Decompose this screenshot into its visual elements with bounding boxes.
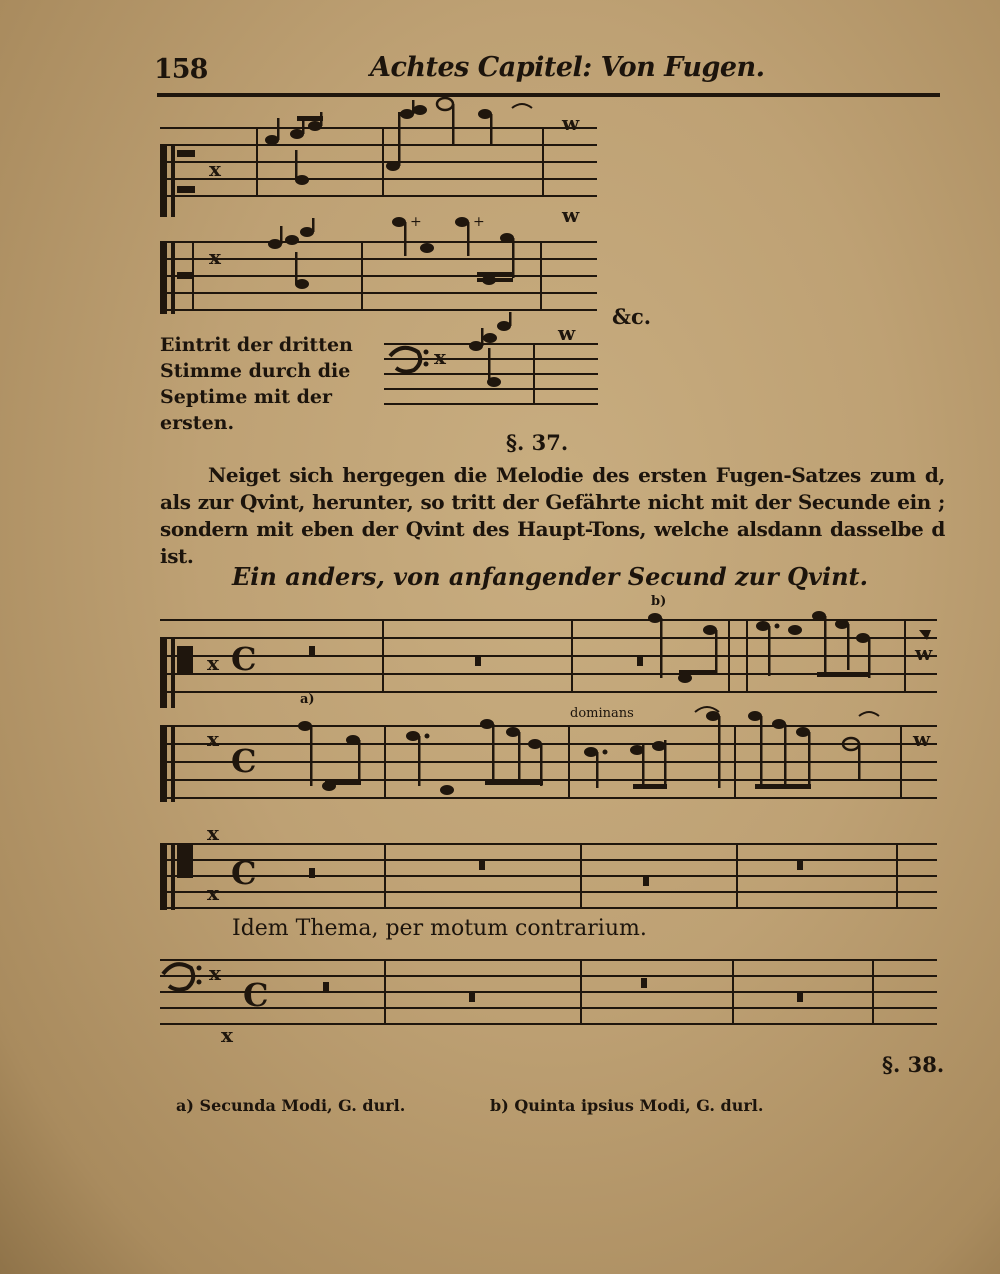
page-number: 158 <box>154 54 208 85</box>
svg-text:w: w <box>558 321 576 345</box>
footnote-b: b) Quinta ipsius Modi, G. durl. <box>490 1096 764 1115</box>
entry-caption: Eintrit der dritten Stimme durch die Septime mit der ersten. <box>160 334 353 434</box>
staff-notation-5 <box>157 710 947 820</box>
svg-text:C: C <box>231 640 257 678</box>
etcetera-mark: &c. <box>612 304 652 329</box>
mark-b: b) <box>651 594 667 609</box>
section-number: §. 37. <box>506 430 569 455</box>
staff-notation-4 <box>157 600 947 720</box>
example-heading: Ein anders, von anfangender Secund zur Qvint. <box>232 562 868 591</box>
svg-text:C: C <box>243 976 269 1014</box>
svg-text:w: w <box>562 111 580 135</box>
dominans-label: dominans <box>570 706 634 721</box>
music-staff-6 <box>157 821 947 920</box>
svg-text:+: + <box>473 214 485 230</box>
music-staff-1 <box>157 100 607 220</box>
section-paragraph <box>160 462 945 570</box>
svg-text:x: x <box>207 727 219 751</box>
idem-thema-caption: Idem Thema, per motum contrarium. <box>232 916 647 941</box>
staff-notation-7 <box>157 944 947 1047</box>
staff-notation-3 <box>384 312 604 412</box>
mark-a: a) <box>300 692 315 707</box>
svg-text:x: x <box>209 157 221 181</box>
svg-text:w: w <box>915 641 933 665</box>
svg-text:x: x <box>207 651 219 675</box>
svg-text:C: C <box>231 742 257 780</box>
svg-text:w: w <box>913 727 931 751</box>
svg-text:w: w <box>562 203 580 227</box>
staff-notation-6 <box>157 821 947 920</box>
svg-text:x: x <box>434 345 446 369</box>
music-staff-7 <box>157 944 947 1047</box>
page-header <box>150 52 940 92</box>
svg-text:+: + <box>410 214 422 230</box>
header-rule <box>157 93 940 97</box>
svg-text:x: x <box>207 821 219 845</box>
music-staff-2 <box>157 203 607 322</box>
staff-notation-1 <box>157 100 607 220</box>
svg-text:x: x <box>209 245 221 269</box>
running-title: Achtes Capitel: Von Fugen. <box>370 52 765 83</box>
music-staff-4 <box>157 600 947 720</box>
next-section-number: §. 38. <box>882 1052 945 1077</box>
staff-notation-2 <box>157 203 607 322</box>
svg-text:x: x <box>209 961 221 985</box>
music-staff-5 <box>157 710 947 820</box>
footnote-a: a) Secunda Modi, G. durl. <box>176 1096 406 1115</box>
music-staff-3 <box>384 312 604 412</box>
svg-text:C: C <box>231 854 257 892</box>
svg-text:x: x <box>207 881 219 905</box>
svg-text:x: x <box>221 1023 233 1047</box>
paragraph-text: Neiget sich hergegen die Melodie des ersten Fugen-Satzes zum d, als zur Qvint, herunter, so tritt der Gefährte nicht mit der Secunde ein ; sondern mit eben der Qvint des Haupt-Tons, welche alsdann dasselbe d ist. <box>160 463 945 568</box>
